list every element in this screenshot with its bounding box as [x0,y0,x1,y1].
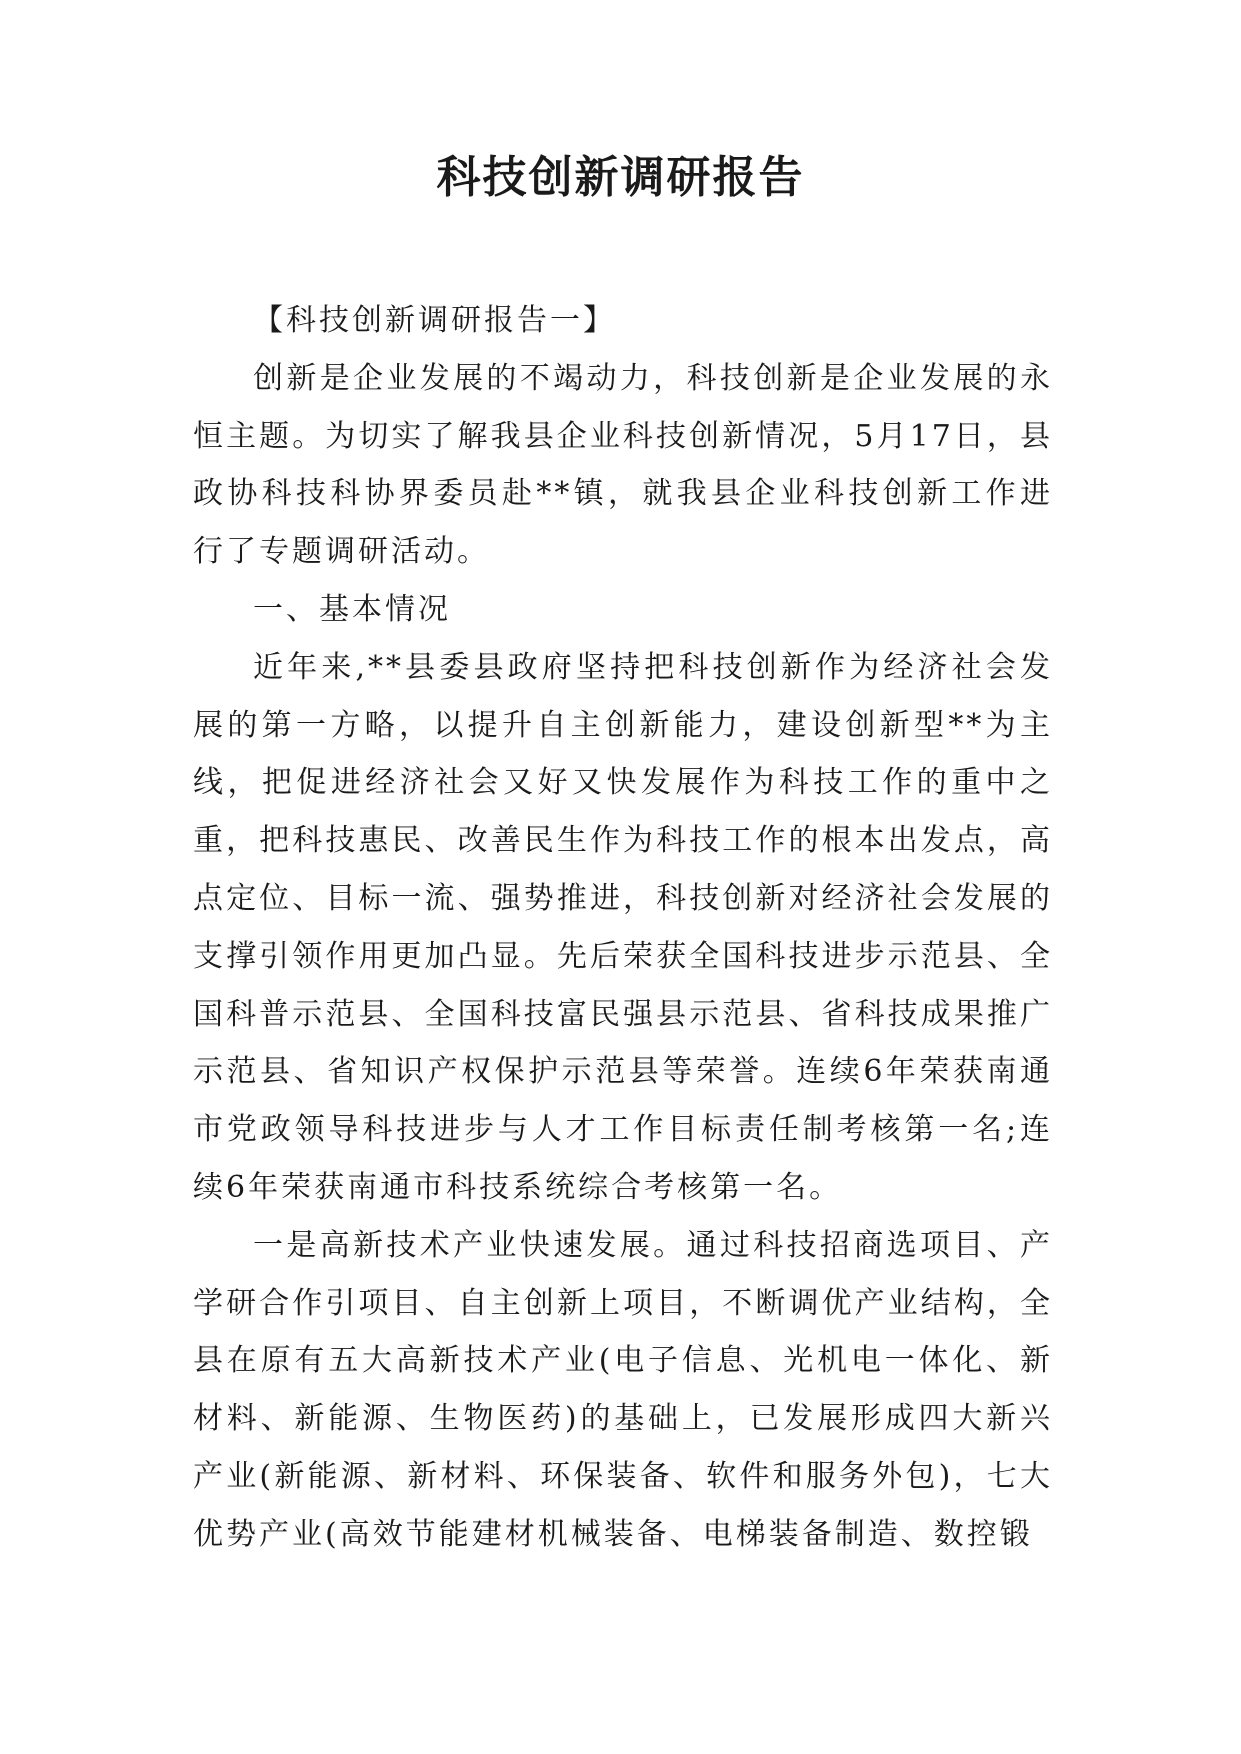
section-heading-report-one: 【科技创新调研报告一】 [253,303,616,338]
paragraph-intro: 创新是企业发展的不竭动力，科技创新是企业发展的永恒主题。为切实了解我县企业科技创新情况，5月17日，县政协科技科协界委员赴**镇，就我县企业科技创新工作进行了专题调研活动。 [193,360,1053,570]
section-heading-basic-situation: 一、基本情况 [253,591,451,627]
paragraph-high-tech-industry: 一是高新技术产业快速发展。通过科技招商选项目、产学研合作引项目、自主创新上项目，不断调优产业结构，全县在原有五大高新技术产业(电子信息、光机电一体化、新材料、新能源、生物医药)的基础上，已发展形成四大新兴产业(新能源、新材料、环保装备、软件和服务外包)，七大优势产业(高效节能建材机械装备、电梯装备制造、数控锻 [193,1227,1053,1552]
document-body [193,292,1053,1564]
document-title: 科技创新调研报告 [436,152,805,203]
paragraph-recent-years: 近年来,**县委县政府坚持把科技创新作为经济社会发展的第一方略，以提升自主创新能力，建设创新型**为主线，把促进经济社会又好又快发展作为科技工作的重中之重，把科技惠民、改善民生作为科技工作的根本出发点，高点定位、目标一流、强势推进，科技创新对经济社会发展的支撑引领作用更加凸显。先后荣获全国科技进步示范县、全国科普示范县、全国科技富民强县示范县、省科技成果推广示范县、省知识产权保护示范县等荣誉。连续6年荣获南通市党政领导科技进步与人才工作目标责任制考核第一名;连续6年荣获南通市科技系统综合考核第一名。 [193,649,1053,1205]
